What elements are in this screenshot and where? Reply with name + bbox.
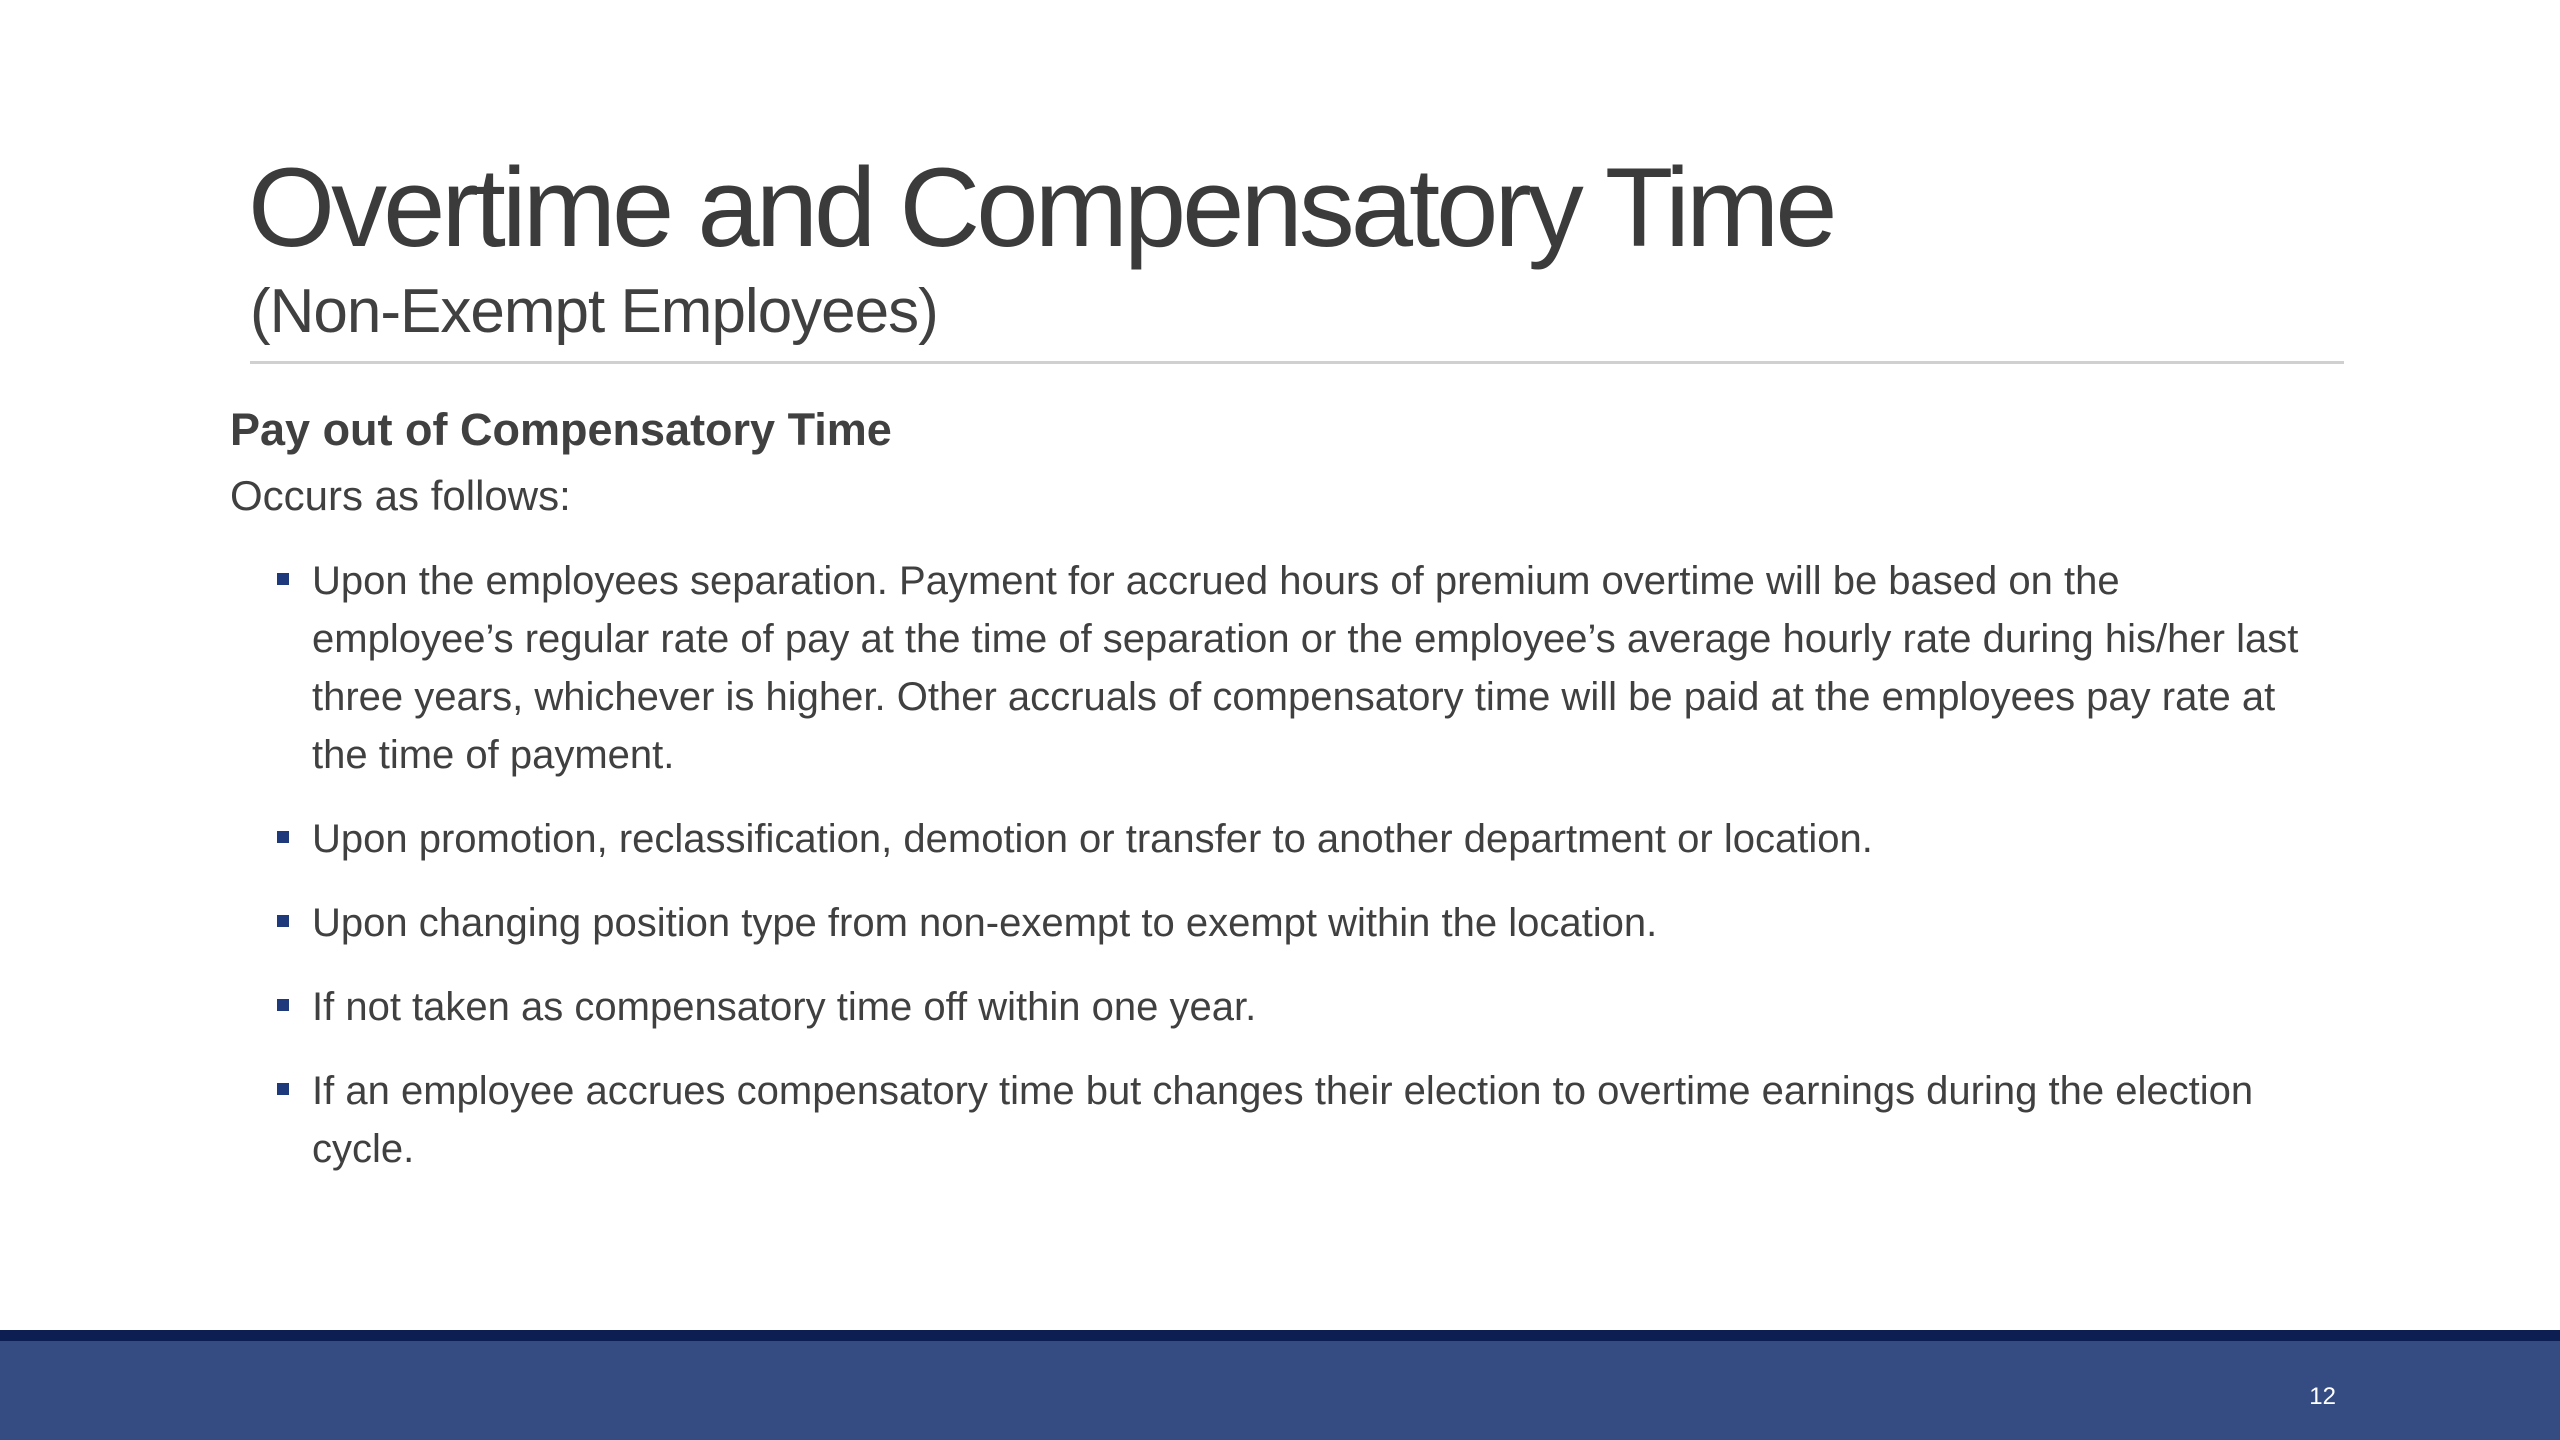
slide-title: Overtime and Compensatory Time (248, 145, 1834, 270)
section-heading: Pay out of Compensatory Time (230, 404, 892, 455)
bullet-text: If not taken as compensatory time off within one year. (312, 985, 1257, 1029)
bullet-text: If an employee accrues compensatory time but changes their election to overtime earnings during the election cycle. (312, 1069, 2254, 1171)
bullet-item-election-change (270, 1062, 2330, 1178)
square-bullet-icon (277, 831, 289, 843)
bullet-list (270, 552, 2330, 1204)
bullet-text: Upon changing position type from non-exempt to exempt within the location. (312, 901, 1658, 945)
bullet-item-position-type (270, 894, 2330, 952)
bullet-text: Upon promotion, reclassification, demotion or transfer to another department or location. (312, 817, 1873, 861)
square-bullet-icon (277, 999, 289, 1011)
title-divider (250, 361, 2344, 364)
page-number: 12 (2309, 1383, 2336, 1410)
bullet-text: Upon the employees separation. Payment for accrued hours of premium overtime will be based on the employee’s regular rate of pay at the time of separation or the employee’s average hourly rate during his/her last three years, whichever is higher. Other accruals of compensatory time will be paid at the employees pay rate at the time of payment. (312, 559, 2299, 777)
intro-text: Occurs as follows: (230, 472, 571, 519)
bullet-item-promotion (270, 810, 2330, 868)
square-bullet-icon (277, 915, 289, 927)
square-bullet-icon (277, 1083, 289, 1095)
bullet-item-separation (270, 552, 2330, 784)
bullet-item-one-year (270, 978, 2330, 1036)
slide-subtitle: (Non-Exempt Employees) (250, 277, 938, 346)
footer-accent-line (0, 1330, 2560, 1341)
square-bullet-icon (277, 573, 289, 585)
footer-bar (0, 1330, 2560, 1440)
